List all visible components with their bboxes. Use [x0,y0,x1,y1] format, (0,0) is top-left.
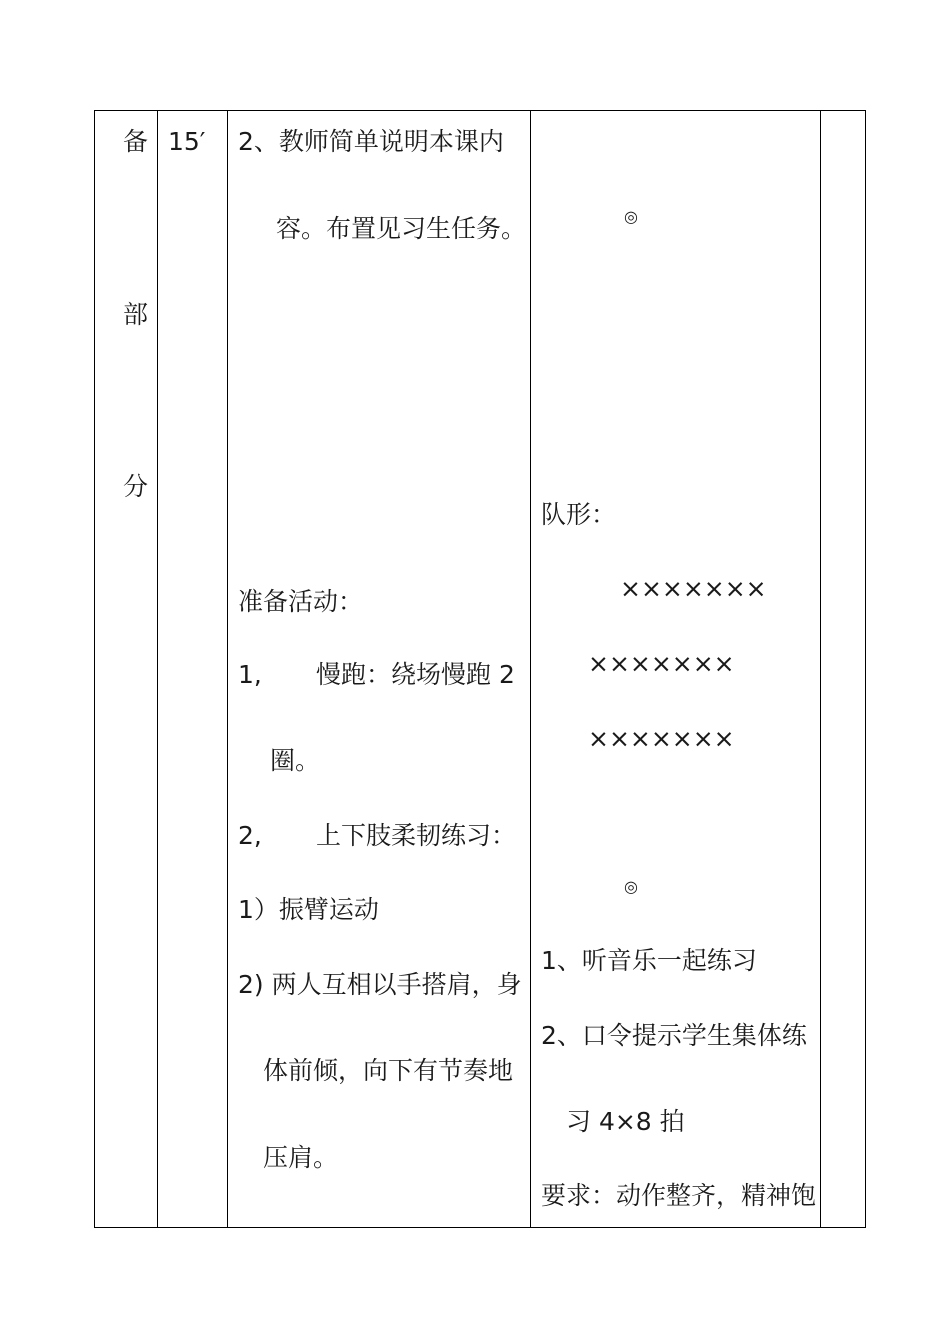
content-line: 体前倾，向下有节奏地 [263,1056,514,1085]
item-number: 2, [238,821,262,850]
content-line: 2、教师简单说明本课内 [238,127,504,156]
organization-line: 要求：动作整齐，精神饱 [541,1181,817,1210]
content-line: 2) 两人互相以手搭肩，身 [238,970,522,999]
section-char: 分 [123,472,149,501]
formation-row: ××××××× [588,649,735,678]
formation-row: ××××××× [620,574,767,603]
teacher-position-icon: ◎ [624,207,638,226]
organization-line: 1、听音乐一起练习 [541,946,757,975]
section-char: 备 [123,127,149,156]
formation-row: ××××××× [588,724,735,753]
column-divider [530,111,531,1227]
content-heading: 准备活动： [238,587,364,616]
content-line: 1）振臂运动 [238,895,379,924]
teacher-position-icon: ◎ [624,877,638,896]
column-divider [820,111,821,1227]
content-line: 压肩。 [263,1143,339,1172]
organization-line: 2、口令提示学生集体练 [541,1021,807,1050]
formation-label: 队形： [541,500,617,529]
item-number: 1, [238,660,262,689]
content-line: 圈。 [270,746,321,775]
column-divider [157,111,158,1227]
content-line: 容。布置见习生任务。 [276,214,527,243]
organization-line: 习 4×8 拍 [566,1107,685,1136]
content-line: 慢跑：绕场慢跑 2 [316,660,515,689]
section-char: 部 [123,300,149,329]
time-value: 15′ [168,127,206,156]
column-divider [227,111,228,1227]
content-line: 上下肢柔韧练习： [316,821,517,850]
